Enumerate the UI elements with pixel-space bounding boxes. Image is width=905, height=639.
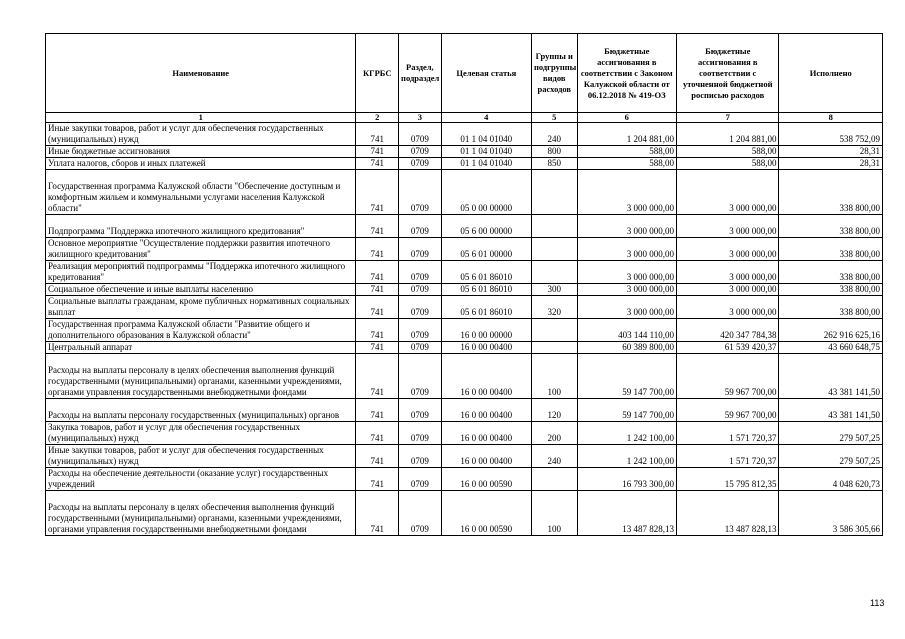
row-group-cell: 800 bbox=[531, 146, 577, 158]
row-kgrbs-cell: 741 bbox=[356, 238, 399, 261]
row-executed-amount-cell: 43 660 648,75 bbox=[779, 342, 883, 354]
column-number: 3 bbox=[399, 113, 442, 123]
row-group-cell: 240 bbox=[531, 123, 577, 146]
row-kgrbs-cell: 741 bbox=[356, 215, 399, 238]
row-section-cell: 0709 bbox=[399, 445, 442, 468]
budget-execution-table bbox=[45, 33, 883, 536]
row-law-amount-cell: 3 000 000,00 bbox=[577, 238, 676, 261]
row-law-amount-cell: 3 000 000,00 bbox=[577, 296, 676, 319]
row-executed-amount-cell: 3 586 305,66 bbox=[779, 491, 883, 536]
row-section-cell: 0709 bbox=[399, 491, 442, 536]
row-executed-amount-cell: 338 800,00 bbox=[779, 170, 883, 215]
row-group-cell: 120 bbox=[531, 399, 577, 422]
row-executed-amount-cell: 338 800,00 bbox=[779, 238, 883, 261]
row-name-cell: Реализация мероприятий подпрограммы "Поддержка ипотечного жилищного кредитования" bbox=[46, 261, 356, 284]
header-expense-group: Группы и подгруппы видов расходов bbox=[531, 34, 577, 113]
row-section-cell: 0709 bbox=[399, 146, 442, 158]
row-law-amount-cell: 3 000 000,00 bbox=[577, 215, 676, 238]
row-name-cell: Расходы на обеспечение деятельности (оказание услуг) государственных учреждений bbox=[46, 468, 356, 491]
row-name-cell: Социальное обеспечение и иные выплаты населению bbox=[46, 284, 356, 296]
column-number: 2 bbox=[356, 113, 399, 123]
table-header-row bbox=[46, 34, 883, 113]
row-kgrbs-cell: 741 bbox=[356, 170, 399, 215]
row-group-cell bbox=[531, 238, 577, 261]
row-executed-amount-cell: 338 800,00 bbox=[779, 296, 883, 319]
row-section-cell: 0709 bbox=[399, 158, 442, 170]
row-target-cell: 16 0 00 00590 bbox=[441, 468, 531, 491]
row-name-cell: Расходы на выплаты персоналу в целях обеспечения выполнения функций государственными (муниципальными) органами, казенными учреждениями, органами управления государственными внебюджетными фондами bbox=[46, 491, 356, 536]
row-kgrbs-cell: 741 bbox=[356, 468, 399, 491]
row-executed-amount-cell: 43 381 141,50 bbox=[779, 354, 883, 399]
row-revised-amount-cell: 3 000 000,00 bbox=[677, 170, 779, 215]
table-row bbox=[46, 158, 883, 170]
row-law-amount-cell: 3 000 000,00 bbox=[577, 170, 676, 215]
row-revised-amount-cell: 3 000 000,00 bbox=[677, 238, 779, 261]
table-row bbox=[46, 491, 883, 536]
row-group-cell bbox=[531, 215, 577, 238]
row-group-cell: 320 bbox=[531, 296, 577, 319]
row-section-cell: 0709 bbox=[399, 422, 442, 445]
row-section-cell: 0709 bbox=[399, 342, 442, 354]
row-kgrbs-cell: 741 bbox=[356, 146, 399, 158]
row-group-cell bbox=[531, 261, 577, 284]
row-name-cell: Подпрограмма "Поддержка ипотечного жилищного кредитования" bbox=[46, 215, 356, 238]
row-section-cell: 0709 bbox=[399, 238, 442, 261]
table-row bbox=[46, 422, 883, 445]
row-kgrbs-cell: 741 bbox=[356, 354, 399, 399]
row-name-cell: Расходы на выплаты персоналу государственных (муниципальных) органов bbox=[46, 399, 356, 422]
header-kgrbs: КГРБС bbox=[356, 34, 399, 113]
table-row bbox=[46, 445, 883, 468]
row-target-cell: 16 0 00 00000 bbox=[441, 319, 531, 342]
column-number: 8 bbox=[779, 113, 883, 123]
table-row bbox=[46, 146, 883, 158]
row-executed-amount-cell: 338 800,00 bbox=[779, 215, 883, 238]
document-sheet bbox=[45, 33, 883, 536]
table-row bbox=[46, 238, 883, 261]
column-number: 5 bbox=[531, 113, 577, 123]
row-revised-amount-cell: 15 795 812,35 bbox=[677, 468, 779, 491]
row-target-cell: 16 0 00 00400 bbox=[441, 354, 531, 399]
row-name-cell: Иные закупки товаров, работ и услуг для обеспечения государственных (муниципальных) нужд bbox=[46, 123, 356, 146]
row-executed-amount-cell: 262 916 625,16 bbox=[779, 319, 883, 342]
row-revised-amount-cell: 59 967 700,00 bbox=[677, 354, 779, 399]
row-kgrbs-cell: 741 bbox=[356, 296, 399, 319]
row-revised-amount-cell: 1 571 720,37 bbox=[677, 445, 779, 468]
table-row bbox=[46, 319, 883, 342]
row-group-cell bbox=[531, 468, 577, 491]
header-law-allocations: Бюджетные ассигнования в соответствии с Законом Калужской области от 06.12.2018 № 419-ОЗ bbox=[577, 34, 676, 113]
row-law-amount-cell: 1 242 100,00 bbox=[577, 422, 676, 445]
row-executed-amount-cell: 338 800,00 bbox=[779, 261, 883, 284]
row-section-cell: 0709 bbox=[399, 319, 442, 342]
row-revised-amount-cell: 588,00 bbox=[677, 146, 779, 158]
row-section-cell: 0709 bbox=[399, 399, 442, 422]
row-name-cell: Иные бюджетные ассигнования bbox=[46, 146, 356, 158]
row-name-cell: Социальные выплаты гражданам, кроме публичных нормативных социальных выплат bbox=[46, 296, 356, 319]
row-target-cell: 01 1 04 01040 bbox=[441, 158, 531, 170]
row-section-cell: 0709 bbox=[399, 354, 442, 399]
row-law-amount-cell: 3 000 000,00 bbox=[577, 261, 676, 284]
header-target-article: Целевая статья bbox=[441, 34, 531, 113]
row-kgrbs-cell: 741 bbox=[356, 491, 399, 536]
row-executed-amount-cell: 4 048 620,73 bbox=[779, 468, 883, 491]
row-section-cell: 0709 bbox=[399, 284, 442, 296]
row-group-cell: 100 bbox=[531, 491, 577, 536]
row-kgrbs-cell: 741 bbox=[356, 319, 399, 342]
table-row bbox=[46, 296, 883, 319]
row-executed-amount-cell: 28,31 bbox=[779, 158, 883, 170]
row-name-cell: Государственная программа Калужской области "Обеспечение доступным и комфортным жильем и коммунальными услугами населения Калужской области" bbox=[46, 170, 356, 215]
row-target-cell: 05 6 00 00000 bbox=[441, 215, 531, 238]
row-group-cell bbox=[531, 342, 577, 354]
header-executed: Исполнено bbox=[779, 34, 883, 113]
row-kgrbs-cell: 741 bbox=[356, 422, 399, 445]
row-law-amount-cell: 60 389 800,00 bbox=[577, 342, 676, 354]
row-target-cell: 05 6 01 86010 bbox=[441, 296, 531, 319]
row-revised-amount-cell: 61 539 420,37 bbox=[677, 342, 779, 354]
row-revised-amount-cell: 59 967 700,00 bbox=[677, 399, 779, 422]
column-number: 6 bbox=[577, 113, 676, 123]
row-law-amount-cell: 1 242 100,00 bbox=[577, 445, 676, 468]
row-group-cell bbox=[531, 170, 577, 215]
header-section: Раздел, подраздел bbox=[399, 34, 442, 113]
row-target-cell: 05 6 01 86010 bbox=[441, 284, 531, 296]
row-revised-amount-cell: 3 000 000,00 bbox=[677, 296, 779, 319]
row-law-amount-cell: 13 487 828,13 bbox=[577, 491, 676, 536]
row-executed-amount-cell: 279 507,25 bbox=[779, 422, 883, 445]
row-name-cell: Государственная программа Калужской области "Развитие общего и дополнительного образования в Калужской области" bbox=[46, 319, 356, 342]
row-target-cell: 05 0 00 00000 bbox=[441, 170, 531, 215]
row-revised-amount-cell: 588,00 bbox=[677, 158, 779, 170]
row-law-amount-cell: 1 204 881,00 bbox=[577, 123, 676, 146]
row-name-cell: Основное мероприятие "Осуществление поддержки развития ипотечного жилищного кредитования" bbox=[46, 238, 356, 261]
table-row bbox=[46, 342, 883, 354]
table-row bbox=[46, 215, 883, 238]
row-target-cell: 16 0 00 00590 bbox=[441, 491, 531, 536]
column-number: 1 bbox=[46, 113, 356, 123]
table-body bbox=[46, 123, 883, 536]
header-name: Наименование bbox=[46, 34, 356, 113]
row-law-amount-cell: 16 793 300,00 bbox=[577, 468, 676, 491]
table-row bbox=[46, 261, 883, 284]
row-section-cell: 0709 bbox=[399, 296, 442, 319]
row-revised-amount-cell: 3 000 000,00 bbox=[677, 284, 779, 296]
page-number: 113 bbox=[870, 598, 885, 608]
row-section-cell: 0709 bbox=[399, 123, 442, 146]
row-group-cell: 300 bbox=[531, 284, 577, 296]
row-group-cell: 100 bbox=[531, 354, 577, 399]
row-revised-amount-cell: 3 000 000,00 bbox=[677, 215, 779, 238]
row-law-amount-cell: 588,00 bbox=[577, 158, 676, 170]
row-group-cell bbox=[531, 319, 577, 342]
row-law-amount-cell: 3 000 000,00 bbox=[577, 284, 676, 296]
header-revised-allocations: Бюджетные ассигнования в соответствии с уточненной бюджетной росписью расходов bbox=[677, 34, 779, 113]
row-kgrbs-cell: 741 bbox=[356, 445, 399, 468]
column-number-row bbox=[46, 113, 883, 123]
table-row bbox=[46, 468, 883, 491]
row-target-cell: 01 1 04 01040 bbox=[441, 123, 531, 146]
table-row bbox=[46, 399, 883, 422]
row-kgrbs-cell: 741 bbox=[356, 123, 399, 146]
row-kgrbs-cell: 741 bbox=[356, 399, 399, 422]
row-law-amount-cell: 59 147 700,00 bbox=[577, 354, 676, 399]
row-executed-amount-cell: 538 752,09 bbox=[779, 123, 883, 146]
row-name-cell: Центральный аппарат bbox=[46, 342, 356, 354]
row-revised-amount-cell: 420 347 784,38 bbox=[677, 319, 779, 342]
row-kgrbs-cell: 741 bbox=[356, 284, 399, 296]
column-number: 4 bbox=[441, 113, 531, 123]
row-kgrbs-cell: 741 bbox=[356, 261, 399, 284]
row-law-amount-cell: 59 147 700,00 bbox=[577, 399, 676, 422]
row-executed-amount-cell: 43 381 141,50 bbox=[779, 399, 883, 422]
row-revised-amount-cell: 3 000 000,00 bbox=[677, 261, 779, 284]
row-target-cell: 05 6 01 00000 bbox=[441, 238, 531, 261]
row-revised-amount-cell: 1 571 720,37 bbox=[677, 422, 779, 445]
row-target-cell: 16 0 00 00400 bbox=[441, 342, 531, 354]
row-kgrbs-cell: 741 bbox=[356, 342, 399, 354]
row-name-cell: Уплата налогов, сборов и иных платежей bbox=[46, 158, 356, 170]
table-row bbox=[46, 284, 883, 296]
row-target-cell: 01 1 04 01040 bbox=[441, 146, 531, 158]
row-executed-amount-cell: 28,31 bbox=[779, 146, 883, 158]
row-target-cell: 16 0 00 00400 bbox=[441, 422, 531, 445]
row-section-cell: 0709 bbox=[399, 170, 442, 215]
row-revised-amount-cell: 13 487 828,13 bbox=[677, 491, 779, 536]
row-section-cell: 0709 bbox=[399, 468, 442, 491]
row-executed-amount-cell: 279 507,25 bbox=[779, 445, 883, 468]
row-section-cell: 0709 bbox=[399, 261, 442, 284]
row-law-amount-cell: 588,00 bbox=[577, 146, 676, 158]
row-target-cell: 16 0 00 00400 bbox=[441, 399, 531, 422]
row-group-cell: 850 bbox=[531, 158, 577, 170]
row-name-cell: Иные закупки товаров, работ и услуг для обеспечения государственных (муниципальных) нужд bbox=[46, 445, 356, 468]
row-executed-amount-cell: 338 800,00 bbox=[779, 284, 883, 296]
row-target-cell: 16 0 00 00400 bbox=[441, 445, 531, 468]
row-target-cell: 05 6 01 86010 bbox=[441, 261, 531, 284]
row-law-amount-cell: 403 144 110,00 bbox=[577, 319, 676, 342]
row-group-cell: 240 bbox=[531, 445, 577, 468]
table-row bbox=[46, 123, 883, 146]
row-group-cell: 200 bbox=[531, 422, 577, 445]
table-row bbox=[46, 170, 883, 215]
row-section-cell: 0709 bbox=[399, 215, 442, 238]
row-revised-amount-cell: 1 204 881,00 bbox=[677, 123, 779, 146]
table-row bbox=[46, 354, 883, 399]
row-name-cell: Закупка товаров, работ и услуг для обеспечения государственных (муниципальных) нужд bbox=[46, 422, 356, 445]
row-kgrbs-cell: 741 bbox=[356, 158, 399, 170]
column-number: 7 bbox=[677, 113, 779, 123]
row-name-cell: Расходы на выплаты персоналу в целях обеспечения выполнения функций государственными (муниципальными) органами, казенными учреждениями, органами управления государственными внебюджетными фондами bbox=[46, 354, 356, 399]
